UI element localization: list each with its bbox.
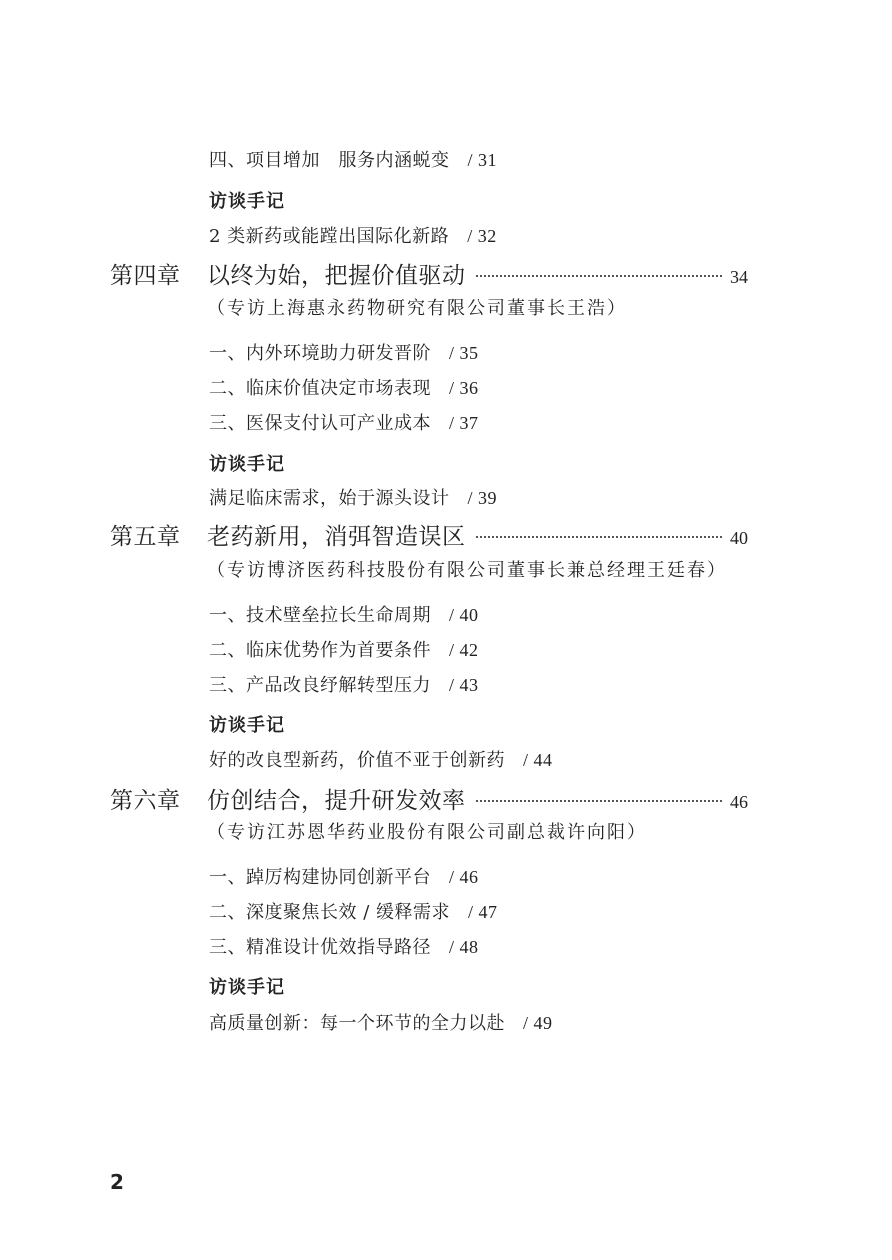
toc-section: 二、深度聚焦长效 / 缓释需求 / 47 xyxy=(209,902,498,923)
chapter-6-subtitle: （专访江苏恩华药业股份有限公司副总裁许向阳） xyxy=(207,822,647,843)
toc-section: 三、产品改良纾解转型压力 / 43 xyxy=(209,675,479,696)
toc-section: 满足临床需求，始于源头设计 / 39 xyxy=(209,488,498,509)
leader-dots xyxy=(476,275,723,277)
toc-section: 2 类新药或能蹚出国际化新路 / 32 xyxy=(209,226,497,247)
toc-section: 好的改良型新药，价值不亚于创新药 / 44 xyxy=(209,750,553,771)
toc-section: 四、项目增加 服务内涵蜕变 / 31 xyxy=(209,150,498,171)
interview-notes-heading: 访谈手记 xyxy=(209,191,285,212)
toc-section: 一、踔厉构建协同创新平台 / 46 xyxy=(209,867,479,888)
interview-notes-heading: 访谈手记 xyxy=(209,454,285,475)
interview-notes-heading: 访谈手记 xyxy=(209,977,285,998)
toc-section: 高质量创新：每一个环节的全力以赴 / 49 xyxy=(209,1013,553,1034)
leader-dots xyxy=(476,536,723,538)
chapter-5-heading: 第五章 老药新用，消弭智造误区 40 xyxy=(110,524,748,550)
chapter-4-heading: 第四章 以终为始，把握价值驱动 34 xyxy=(110,263,748,289)
toc-section: 一、内外环境助力研发晋阶 / 35 xyxy=(209,343,479,364)
chapter-6-heading: 第六章 仿创结合，提升研发效率 46 xyxy=(110,788,748,814)
page-number: 2 xyxy=(110,1170,124,1194)
toc-section: 三、医保支付认可产业成本 / 37 xyxy=(209,413,479,434)
chapter-4-subtitle: （专访上海惠永药物研究有限公司董事长王浩） xyxy=(207,298,627,319)
leader-dots xyxy=(476,800,723,802)
toc-section: 三、精准设计优效指导路径 / 48 xyxy=(209,937,479,958)
chapter-5-subtitle: （专访博济医药科技股份有限公司董事长兼总经理王廷春） xyxy=(207,560,727,581)
toc-section: 二、临床优势作为首要条件 / 42 xyxy=(209,640,479,661)
toc-section: 一、技术壁垒拉长生命周期 / 40 xyxy=(209,605,479,626)
toc-section: 二、临床价值决定市场表现 / 36 xyxy=(209,378,479,399)
interview-notes-heading: 访谈手记 xyxy=(209,715,285,736)
